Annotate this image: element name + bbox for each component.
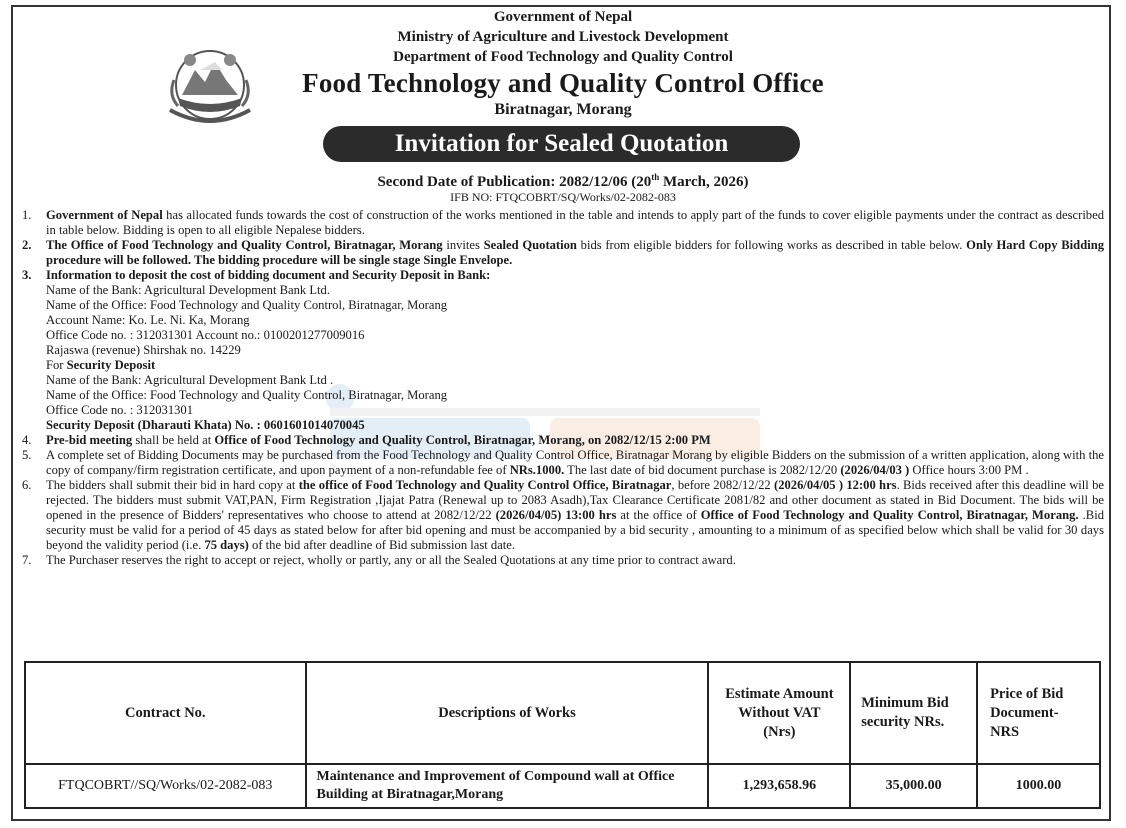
clause-5: 5. A complete set of Bidding Documents may be purchased from the Food Technology and Quality Control Office, Biratnagar Morang by eligible Bidders on the submission of a written application, along with the copy of company/firm registration certificate, and upon payment of a non-refundable fee of NRs.1000. The last date of bid document purchase is 2082/12/20 (2026/04/03 ) Office hours 3:00 PM . (22, 448, 1104, 477)
clause-4: 4. Pre-bid meeting shall be held at Office of Food Technology and Quality Control, Biratnagar, Morang, on 2082/12/15 2:00 PM (22, 433, 711, 447)
header-price: Price of Bid Document- NRS (977, 662, 1100, 764)
header-department: Department of Food Technology and Quality Control (393, 49, 733, 65)
clause-1: 1. Government of Nepal has allocated funds towards the cost of construction of the works mentioned in the table and intends to apply part of the funds to cover eligible payments under the contract as described in table below. Bidding is open to all eligible Nepalese bidders. (22, 208, 1104, 237)
publication-date: Second Date of Publication: 2082/12/06 (20th March, 2026) (377, 172, 749, 190)
header-security: Minimum Bid security NRs. (850, 662, 977, 764)
table-header-row (25, 662, 1100, 764)
works-table (24, 661, 1101, 809)
clause-3: 3. Information to deposit the cost of bidding document and Security Deposit in Bank: Name of the Bank: Agricultural Development Bank Ltd. Name of the Office: Food Technology and Quality Control, Biratnagar, Morang Account Name: Ko. Le. Ni. Ka, Morang Office Code no. : 312031301 Account no.: 0100201277009016 Rajaswa (revenue) Shirshak no. 14229 For Security Deposit Name of the Bank: Agricultural Development Bank Ltd . Name of the Office: Food Technology and Quality Control, Biratnagar, Morang Office Code no. : 312031301 Security Deposit (Dharauti Khata) No. : 0601601014070045 (22, 268, 491, 432)
header-government: Government of Nepal (493, 9, 633, 25)
document-body (22, 208, 1104, 568)
header-contract-no: Contract No. (25, 662, 306, 764)
ifb-number: IFB NO: FTQCOBRT/SQ/Works/02-2082-083 (450, 190, 676, 204)
clause-2: 2. The Office of Food Technology and Quality Control, Biratnagar, Morang invites Sealed Quotation bids from eligible bidders for following works as described in table below. Only Hard Copy Bidding procedure will be followed. The bidding procedure will be single stage Single Envelope. (22, 238, 1104, 267)
cell-description: Maintenance and Improvement of Compound wall at Office Building at Biratnagar,Morang (306, 764, 709, 808)
header-location: Biratnagar, Morang (494, 101, 632, 118)
cell-price: 1000.00 (977, 764, 1100, 808)
cell-contract-no: FTQCOBRT//SQ/Works/02-2082-083 (25, 764, 306, 808)
header-estimate: Estimate Amount Without VAT (Nrs) (708, 662, 850, 764)
cell-security: 35,000.00 (850, 764, 977, 808)
header-office: Food Technology and Quality Control Office (302, 68, 824, 98)
header-ministry: Ministry of Agriculture and Livestock Development (397, 29, 729, 45)
clause-6: 6. The bidders shall submit their bid in hard copy at the office of Food Technology and Quality Control Office, Biratnagar, before 2082/12/22 (2026/04/05 ) 12:00 hrs. Bids received after this deadline will be rejected. The bidders must submit VAT,PAN, Firm Registration ,Ijajat Patra (Renewal up to 2083 Asadh),Tax Clearance Certificate 2081/82 and other document as stated in Bid Document. The bids will be opened in the presence of Bidders' representatives who choose to attend at 2082/12/22 (2026/04/05) 13:00 hrs at the office of Office of Food Technology and Quality Control, Biratnagar, Morang. .Bid security must be valid for a period of 45 days as stated below for after bid opening and must be accompanied by a bid security , amounting to a minimum of as specified below which shall be valid for 30 days beyond the validity period (i.e. 75 days) of the bid after deadline of Bid submission last date. (22, 478, 1104, 552)
title-banner: Invitation for Sealed Quotation (323, 126, 800, 162)
table-row (25, 764, 1100, 808)
header-description: Descriptions of Works (306, 662, 709, 764)
clause-7: 7. The Purchaser reserves the right to accept or reject, wholly or partly, any or all the Sealed Quotations at any time prior to contract award. (22, 553, 736, 567)
cell-estimate: 1,293,658.96 (708, 764, 850, 808)
